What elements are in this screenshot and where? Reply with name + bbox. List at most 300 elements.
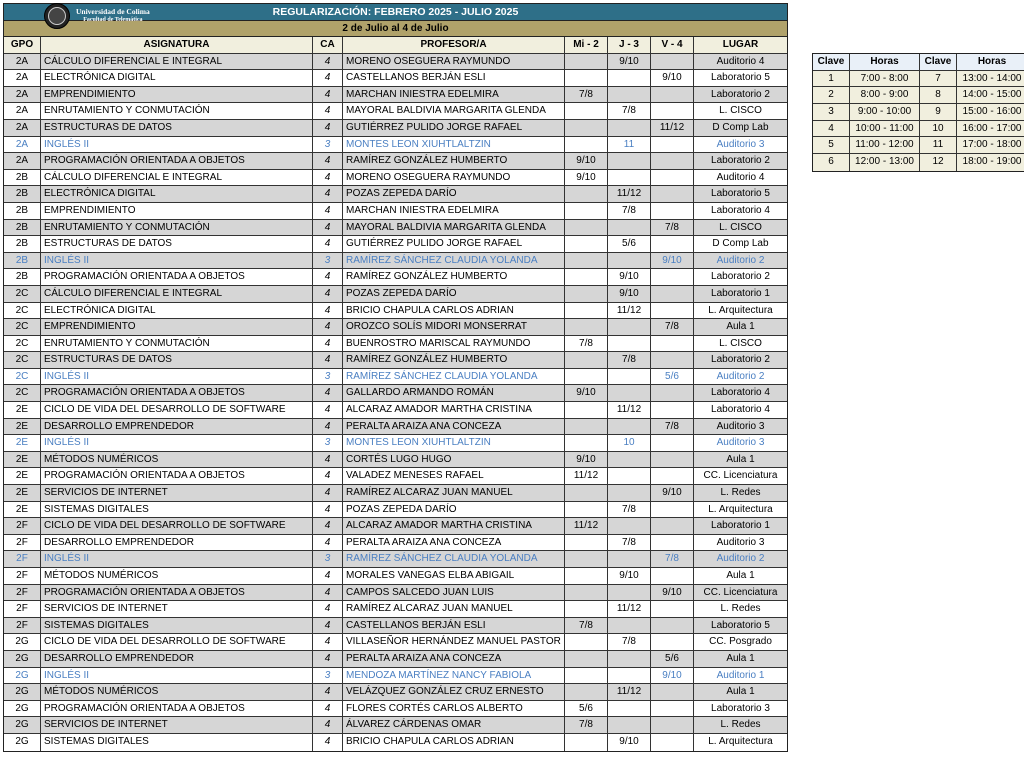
mi-cell <box>565 734 608 751</box>
hours-header-horas-2: Horas <box>977 56 1007 67</box>
ca-cell: 4 <box>313 286 343 302</box>
hours-key-row <box>813 104 1024 121</box>
v-cell <box>651 601 694 617</box>
j-cell: 7/8 <box>608 535 651 551</box>
gpo-cell: 2G <box>4 668 41 684</box>
j-cell <box>608 518 651 534</box>
lugar-cell: Aula 1 <box>726 570 755 581</box>
horas-cell: 18:00 - 19:00 <box>962 156 1022 168</box>
hours-header-clave-1: Clave <box>813 54 850 70</box>
ca-cell: 4 <box>313 336 343 352</box>
lugar-cell: L. Arquitectura <box>708 735 773 747</box>
ca-cell: 4 <box>313 485 343 501</box>
j-cell <box>608 336 651 352</box>
profesor-cell: POZAS ZEPEDA DARÍO <box>343 502 565 518</box>
table-row <box>4 485 787 502</box>
lugar-cell: L. Redes <box>720 487 761 499</box>
profesor-cell: GALLARDO ARMANDO ROMÁN <box>343 385 565 401</box>
profesor-cell: PERALTA ARAIZA ANA CONCEZA <box>343 651 565 667</box>
clave-cell: 5 <box>813 137 850 153</box>
table-row <box>4 651 787 668</box>
v-cell: 11/12 <box>651 120 694 136</box>
mi-cell <box>565 286 608 302</box>
asignatura-cell: SISTEMAS DIGITALES <box>41 502 313 518</box>
lugar-cell: Aula 1 <box>726 652 755 664</box>
j-cell: 5/6 <box>608 236 651 252</box>
asignatura-cell: INGLÉS II <box>41 551 313 567</box>
ca-cell: 3 <box>313 668 343 684</box>
j-cell: 9/10 <box>608 568 651 584</box>
ca-cell: 4 <box>313 601 343 617</box>
asignatura-cell: ESTRUCTURAS DE DATOS <box>41 236 313 252</box>
header-j: J - 3 <box>608 37 651 53</box>
lugar-cell: Laboratorio 4 <box>711 404 770 416</box>
table-row <box>4 87 787 104</box>
table-row <box>4 601 787 618</box>
table-row <box>4 668 787 685</box>
clave-cell: 9 <box>920 104 957 120</box>
j-cell: 9/10 <box>608 269 651 285</box>
gpo-cell: 2C <box>4 303 41 319</box>
v-cell <box>651 618 694 634</box>
profesor-cell: ALCARAZ AMADOR MARTHA CRISTINA <box>343 518 565 534</box>
gpo-cell: 2A <box>4 137 41 153</box>
j-cell: 11 <box>608 137 651 153</box>
lugar-cell: Laboratorio 2 <box>711 88 770 100</box>
profesor-cell: BUENROSTRO MARISCAL RAYMUNDO <box>343 336 565 352</box>
profesor-cell: MARCHAN INIESTRA EDELMIRA <box>343 203 565 219</box>
j-cell <box>608 551 651 567</box>
mi-cell: 7/8 <box>565 717 608 733</box>
mi-cell <box>565 601 608 617</box>
lugar-cell: Laboratorio 4 <box>711 387 770 399</box>
profesor-cell: RAMÍREZ SÁNCHEZ CLAUDIA YOLANDA <box>343 253 565 269</box>
university-logo <box>44 5 150 27</box>
lugar-cell: Auditorio 3 <box>716 420 765 432</box>
asignatura-cell: CÁLCULO DIFERENCIAL E INTEGRAL <box>41 54 313 70</box>
header-asignatura: ASIGNATURA <box>41 37 313 53</box>
lugar-cell: Aula 1 <box>726 686 755 698</box>
lugar-cell: Laboratorio 2 <box>711 155 770 167</box>
hours-key-row <box>813 87 1024 104</box>
page-title: REGULARIZACIÓN: FEBRERO 2025 - JULIO 2025 <box>272 6 519 18</box>
gpo-cell: 2F <box>4 518 41 534</box>
hours-key-table <box>812 53 1024 172</box>
profesor-cell: OROZCO SOLÍS MIDORI MONSERRAT <box>343 319 565 335</box>
ca-cell: 4 <box>313 203 343 219</box>
table-header <box>4 37 787 54</box>
ca-cell: 4 <box>313 618 343 634</box>
ca-cell: 4 <box>313 303 343 319</box>
table-row <box>4 253 787 270</box>
horas-cell: 7:00 - 8:00 <box>850 71 920 87</box>
j-cell <box>608 319 651 335</box>
profesor-cell: RAMÍREZ GONZÁLEZ HUMBERTO <box>343 269 565 285</box>
header-lugar: LUGAR <box>722 39 759 50</box>
j-cell <box>608 485 651 501</box>
gpo-cell: 2C <box>4 286 41 302</box>
j-cell <box>608 618 651 634</box>
lugar-cell: Auditorio 2 <box>716 553 765 565</box>
horas-cell: 17:00 - 18:00 <box>962 139 1022 151</box>
clave-cell: 1 <box>813 71 850 87</box>
ca-cell: 4 <box>313 402 343 418</box>
v-cell <box>651 717 694 733</box>
mi-cell <box>565 103 608 119</box>
table-row <box>4 170 787 187</box>
j-cell: 7/8 <box>608 634 651 650</box>
v-cell <box>651 203 694 219</box>
gpo-cell: 2E <box>4 452 41 468</box>
gpo-cell: 2E <box>4 485 41 501</box>
clave-cell: 11 <box>920 137 957 153</box>
mi-cell <box>565 485 608 501</box>
gpo-cell: 2F <box>4 601 41 617</box>
table-row <box>4 319 787 336</box>
gpo-cell: 2G <box>4 717 41 733</box>
gpo-cell: 2A <box>4 153 41 169</box>
profesor-cell: MARCHAN INIESTRA EDELMIRA <box>343 87 565 103</box>
table-row <box>4 153 787 170</box>
v-cell: 5/6 <box>651 651 694 667</box>
horas-cell: 11:00 - 12:00 <box>850 137 920 153</box>
v-cell: 9/10 <box>651 585 694 601</box>
lugar-cell: Laboratorio 5 <box>711 72 770 84</box>
profesor-cell: MAYORAL BALDIVIA MARGARITA GLENDA <box>343 103 565 119</box>
profesor-cell: RAMÍREZ GONZÁLEZ HUMBERTO <box>343 352 565 368</box>
clave-cell: 2 <box>813 87 850 103</box>
ca-cell: 4 <box>313 186 343 202</box>
v-cell <box>651 701 694 717</box>
lugar-cell: CC. Posgrado <box>709 636 772 648</box>
profesor-cell: VALADEZ MENESES RAFAEL <box>343 468 565 484</box>
lugar-cell: Auditorio 1 <box>716 669 765 681</box>
table-row <box>4 585 787 602</box>
lugar-cell: Auditorio 4 <box>716 55 765 67</box>
asignatura-cell: EMPRENDIMIENTO <box>41 203 313 219</box>
lugar-cell: L. CISCO <box>719 221 762 233</box>
asignatura-cell: DESARROLLO EMPRENDEDOR <box>41 535 313 551</box>
gpo-cell: 2E <box>4 435 41 451</box>
asignatura-cell: PROGRAMACIÓN ORIENTADA A OBJETOS <box>41 269 313 285</box>
clave-cell: 12 <box>920 154 957 171</box>
clave-cell: 4 <box>813 121 850 137</box>
table-row <box>4 535 787 552</box>
mi-cell <box>565 54 608 70</box>
lugar-cell: Laboratorio 1 <box>711 287 770 299</box>
asignatura-cell: MÉTODOS NUMÉRICOS <box>41 452 313 468</box>
gpo-cell: 2G <box>4 684 41 700</box>
lugar-cell: Laboratorio 3 <box>711 702 770 714</box>
mi-cell: 7/8 <box>565 618 608 634</box>
mi-cell <box>565 269 608 285</box>
mi-cell <box>565 435 608 451</box>
lugar-cell: Auditorio 2 <box>716 254 765 266</box>
mi-cell: 11/12 <box>565 468 608 484</box>
clave-cell: 10 <box>920 121 957 137</box>
lugar-cell: L. Redes <box>720 719 761 731</box>
j-cell: 11/12 <box>608 303 651 319</box>
gpo-cell: 2A <box>4 120 41 136</box>
ca-cell: 4 <box>313 585 343 601</box>
table-row <box>4 120 787 137</box>
asignatura-cell: ENRUTAMIENTO Y CONMUTACIÓN <box>41 336 313 352</box>
j-cell <box>608 153 651 169</box>
gpo-cell: 2C <box>4 352 41 368</box>
ca-cell: 3 <box>313 253 343 269</box>
v-cell <box>651 137 694 153</box>
profesor-cell: CORTÉS LUGO HUGO <box>343 452 565 468</box>
asignatura-cell: INGLÉS II <box>41 137 313 153</box>
horas-cell: 14:00 - 15:00 <box>962 89 1022 101</box>
ca-cell: 4 <box>313 651 343 667</box>
profesor-cell: MORENO OSEGUERA RAYMUNDO <box>343 54 565 70</box>
lugar-cell: Aula 1 <box>726 321 755 333</box>
v-cell: 7/8 <box>651 319 694 335</box>
lugar-cell: D Comp Lab <box>712 121 769 133</box>
table-row <box>4 502 787 519</box>
university-seal-icon <box>44 3 70 29</box>
j-cell: 11/12 <box>608 402 651 418</box>
asignatura-cell: CÁLCULO DIFERENCIAL E INTEGRAL <box>41 170 313 186</box>
mi-cell: 9/10 <box>565 153 608 169</box>
profesor-cell: RAMÍREZ SÁNCHEZ CLAUDIA YOLANDA <box>343 369 565 385</box>
v-cell <box>651 186 694 202</box>
profesor-cell: BRICIO CHAPULA CARLOS ADRIAN <box>343 303 565 319</box>
ca-cell: 4 <box>313 153 343 169</box>
mi-cell <box>565 551 608 567</box>
v-cell <box>651 352 694 368</box>
header-mi: Mi - 2 <box>565 37 608 53</box>
gpo-cell: 2F <box>4 618 41 634</box>
j-cell: 9/10 <box>608 734 651 751</box>
j-cell <box>608 651 651 667</box>
j-cell <box>608 220 651 236</box>
v-cell: 9/10 <box>651 485 694 501</box>
ca-cell: 4 <box>313 535 343 551</box>
profesor-cell: RAMÍREZ ALCARAZ JUAN MANUEL <box>343 485 565 501</box>
table-row <box>4 419 787 436</box>
table-row <box>4 684 787 701</box>
lugar-cell: D Comp Lab <box>712 238 769 250</box>
ca-cell: 3 <box>313 551 343 567</box>
horas-cell: 8:00 - 9:00 <box>850 87 920 103</box>
j-cell: 9/10 <box>608 54 651 70</box>
asignatura-cell: INGLÉS II <box>41 668 313 684</box>
mi-cell <box>565 120 608 136</box>
asignatura-cell: EMPRENDIMIENTO <box>41 87 313 103</box>
v-cell <box>651 535 694 551</box>
asignatura-cell: CICLO DE VIDA DEL DESARROLLO DE SOFTWARE <box>41 518 313 534</box>
gpo-cell: 2F <box>4 551 41 567</box>
lugar-cell: Auditorio 3 <box>716 536 765 548</box>
profesor-cell: ALCARAZ AMADOR MARTHA CRISTINA <box>343 402 565 418</box>
profesor-cell: BRICIO CHAPULA CARLOS ADRIAN <box>343 734 565 751</box>
gpo-cell: 2G <box>4 651 41 667</box>
v-cell <box>651 435 694 451</box>
j-cell <box>608 385 651 401</box>
ca-cell: 4 <box>313 352 343 368</box>
ca-cell: 4 <box>313 319 343 335</box>
j-cell: 9/10 <box>608 286 651 302</box>
horas-cell: 13:00 - 14:00 <box>962 72 1022 84</box>
profesor-cell: POZAS ZEPEDA DARÍO <box>343 186 565 202</box>
mi-cell <box>565 253 608 269</box>
gpo-cell: 2A <box>4 70 41 86</box>
asignatura-cell: ESTRUCTURAS DE DATOS <box>41 352 313 368</box>
v-cell <box>651 170 694 186</box>
j-cell <box>608 585 651 601</box>
gpo-cell: 2C <box>4 385 41 401</box>
mi-cell <box>565 419 608 435</box>
v-cell <box>651 468 694 484</box>
asignatura-cell: CICLO DE VIDA DEL DESARROLLO DE SOFTWARE <box>41 634 313 650</box>
lugar-cell: Laboratorio 5 <box>711 188 770 200</box>
horas-cell: 12:00 - 13:00 <box>850 154 920 171</box>
j-cell <box>608 717 651 733</box>
mi-cell <box>565 402 608 418</box>
ca-cell: 4 <box>313 684 343 700</box>
table-row <box>4 518 787 535</box>
v-cell <box>651 303 694 319</box>
asignatura-cell: INGLÉS II <box>41 435 313 451</box>
lugar-cell: Auditorio 3 <box>716 138 765 150</box>
date-range: 2 de Julio al 4 de Julio <box>4 21 787 37</box>
asignatura-cell: SISTEMAS DIGITALES <box>41 618 313 634</box>
asignatura-cell: CÁLCULO DIFERENCIAL E INTEGRAL <box>41 286 313 302</box>
table-row <box>4 701 787 718</box>
header-ca: CA <box>313 37 343 53</box>
gpo-cell: 2B <box>4 203 41 219</box>
asignatura-cell: ENRUTAMIENTO Y CONMUTACIÓN <box>41 103 313 119</box>
mi-cell <box>565 70 608 86</box>
profesor-cell: CASTELLANOS BERJÁN ESLI <box>343 618 565 634</box>
ca-cell: 3 <box>313 369 343 385</box>
lugar-cell: Laboratorio 4 <box>711 204 770 216</box>
ca-cell: 4 <box>313 419 343 435</box>
j-cell: 7/8 <box>608 502 651 518</box>
v-cell: 7/8 <box>651 551 694 567</box>
profesor-cell: GUTIÉRREZ PULIDO JORGE RAFAEL <box>343 120 565 136</box>
mi-cell <box>565 319 608 335</box>
ca-cell: 4 <box>313 701 343 717</box>
ca-cell: 4 <box>313 87 343 103</box>
asignatura-cell: MÉTODOS NUMÉRICOS <box>41 568 313 584</box>
asignatura-cell: CICLO DE VIDA DEL DESARROLLO DE SOFTWARE <box>41 402 313 418</box>
table-row <box>4 402 787 419</box>
gpo-cell: 2B <box>4 170 41 186</box>
v-cell <box>651 502 694 518</box>
table-row <box>4 634 787 651</box>
v-cell <box>651 684 694 700</box>
table-row <box>4 103 787 120</box>
v-cell <box>651 452 694 468</box>
v-cell <box>651 734 694 751</box>
asignatura-cell: ELECTRÓNICA DIGITAL <box>41 186 313 202</box>
mi-cell <box>565 303 608 319</box>
ca-cell: 4 <box>313 54 343 70</box>
profesor-cell: RAMÍREZ ALCARAZ JUAN MANUEL <box>343 601 565 617</box>
profesor-cell: MONTES LEON XIUHTLALTZIN <box>343 137 565 153</box>
table-row <box>4 54 787 71</box>
gpo-cell: 2F <box>4 568 41 584</box>
clave-cell: 6 <box>813 154 850 171</box>
table-row <box>4 468 787 485</box>
v-cell <box>651 336 694 352</box>
profesor-cell: RAMÍREZ GONZÁLEZ HUMBERTO <box>343 153 565 169</box>
logo-line-2: Facultad de Telemática <box>83 17 143 23</box>
gpo-cell: 2C <box>4 319 41 335</box>
gpo-cell: 2F <box>4 585 41 601</box>
hours-header-horas-1: Horas <box>850 54 920 70</box>
lugar-cell: Laboratorio 2 <box>711 354 770 366</box>
asignatura-cell: DESARROLLO EMPRENDEDOR <box>41 419 313 435</box>
table-row <box>4 269 787 286</box>
ca-cell: 4 <box>313 70 343 86</box>
gpo-cell: 2E <box>4 419 41 435</box>
table-row <box>4 734 787 751</box>
table-row <box>4 352 787 369</box>
j-cell: 11/12 <box>608 684 651 700</box>
mi-cell: 7/8 <box>565 87 608 103</box>
asignatura-cell: SISTEMAS DIGITALES <box>41 734 313 751</box>
ca-cell: 3 <box>313 137 343 153</box>
gpo-cell: 2B <box>4 220 41 236</box>
profesor-cell: PERALTA ARAIZA ANA CONCEZA <box>343 419 565 435</box>
mi-cell <box>565 634 608 650</box>
hours-key-header <box>813 54 1024 71</box>
ca-cell: 4 <box>313 717 343 733</box>
ca-cell: 4 <box>313 385 343 401</box>
title-bar <box>4 4 787 21</box>
j-cell <box>608 419 651 435</box>
v-cell <box>651 87 694 103</box>
ca-cell: 4 <box>313 518 343 534</box>
mi-cell <box>565 535 608 551</box>
table-row <box>4 203 787 220</box>
lugar-cell: Laboratorio 5 <box>711 619 770 631</box>
v-cell <box>651 634 694 650</box>
table-row <box>4 452 787 469</box>
mi-cell <box>565 352 608 368</box>
v-cell <box>651 236 694 252</box>
gpo-cell: 2B <box>4 269 41 285</box>
profesor-cell: CASTELLANOS BERJÁN ESLI <box>343 70 565 86</box>
profesor-cell: PERALTA ARAIZA ANA CONCEZA <box>343 535 565 551</box>
mi-cell <box>565 502 608 518</box>
logo-line-1: Universidad de Colima <box>76 7 150 16</box>
hours-header-clave-2: Clave <box>920 54 957 70</box>
lugar-cell: Auditorio 2 <box>716 370 765 382</box>
header-profesor: PROFESOR/A <box>343 37 565 53</box>
v-cell <box>651 54 694 70</box>
j-cell <box>608 70 651 86</box>
gpo-cell: 2C <box>4 369 41 385</box>
lugar-cell: L. Arquitectura <box>708 503 773 515</box>
mi-cell: 5/6 <box>565 701 608 717</box>
lugar-cell: Laboratorio 1 <box>711 520 770 532</box>
table-row <box>4 303 787 320</box>
gpo-cell: 2A <box>4 54 41 70</box>
table-row <box>4 70 787 87</box>
j-cell <box>608 668 651 684</box>
lugar-cell: Aula 1 <box>726 453 755 465</box>
asignatura-cell: PROGRAMACIÓN ORIENTADA A OBJETOS <box>41 585 313 601</box>
gpo-cell: 2E <box>4 502 41 518</box>
ca-cell: 4 <box>313 468 343 484</box>
table-row <box>4 369 787 386</box>
mi-cell <box>565 137 608 153</box>
